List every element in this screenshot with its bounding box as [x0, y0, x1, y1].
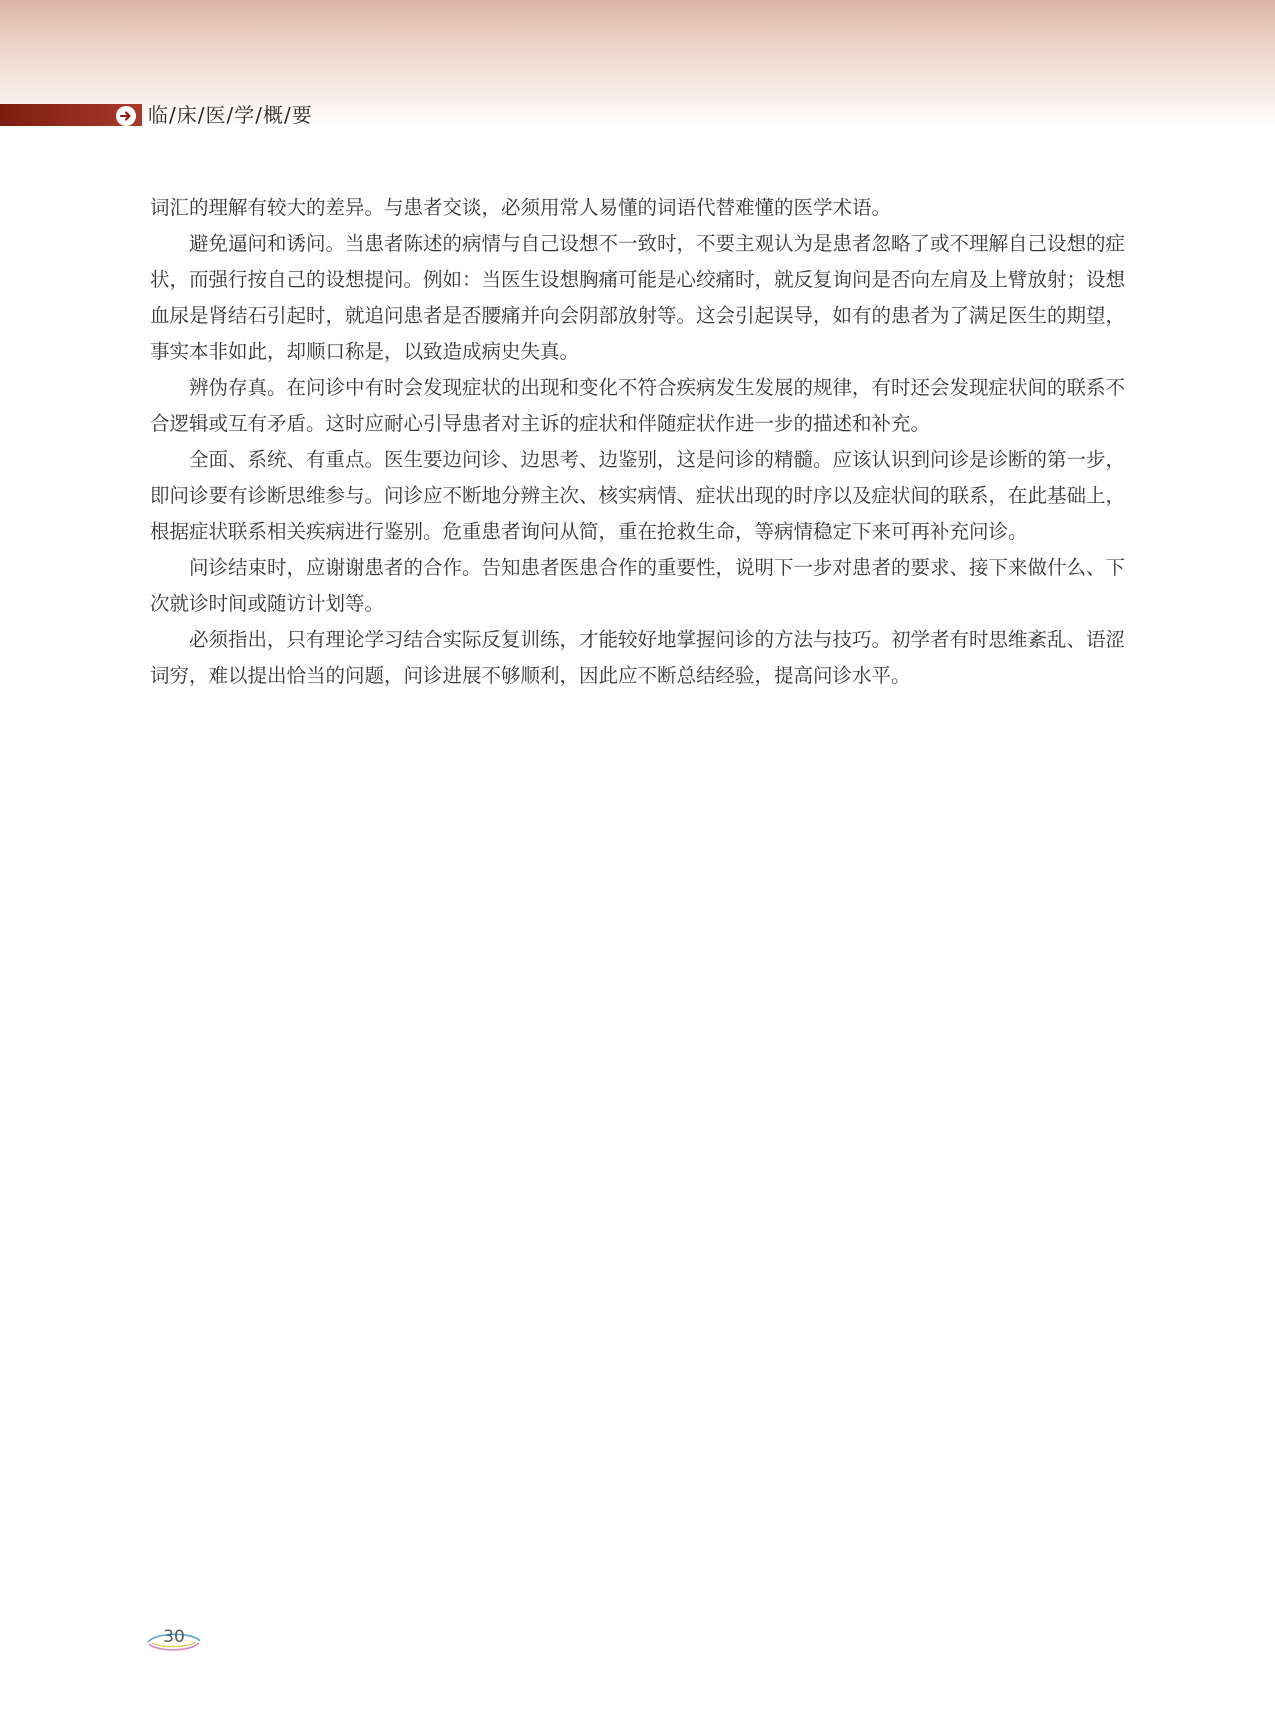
paragraph: 避免逼问和诱问。当患者陈述的病情与自己设想不一致时，不要主观认为是患者忽略了或不理解自己设想的症状，而强行按自己的设想提问。例如：当医生设想胸痛可能是心绞痛时，就反复询问是否向左肩及上臂放射；设想血尿是肾结石引起时，就追问患者是否腰痛并向会阴部放射等。这会引起误导，如有的患者为了满足医生的期望，事实本非如此，却顺口称是，以致造成病史失真。: [150, 232, 1126, 363]
body-text: [150, 190, 1125, 694]
page-number: 30: [163, 1627, 185, 1647]
paragraph: 辨伪存真。在问诊中有时会发现症状的出现和变化不符合疾病发生发展的规律，有时还会发现症状间的联系不合逻辑或互有矛盾。这时应耐心引导患者对主诉的症状和伴随症状作进一步的描述和补充。: [150, 376, 1126, 435]
page-number-badge: [146, 1626, 202, 1656]
paragraph: 词汇的理解有较大的差异。与患者交谈，必须用常人易懂的词语代替难懂的医学术语。: [150, 196, 892, 219]
book-title: 临/床/医/学/概/要: [148, 103, 313, 127]
paragraph: 全面、系统、有重点。医生要边问诊、边思考、边鉴别，这是问诊的精髓。应该认识到问诊是诊断的第一步，即问诊要有诊断思维参与。问诊应不断地分辨主次、核实病情、症状出现的时序以及症状间的联系，在此基础上，根据症状联系相关疾病进行鉴别。危重患者询问从简，重在抢救生命，等病情稳定下来可再补充问诊。: [150, 448, 1126, 543]
arrow-right-icon: [116, 106, 136, 126]
paragraph: 问诊结束时，应谢谢患者的合作。告知患者医患合作的重要性，说明下一步对患者的要求、接下来做什么、下次就诊时间或随访计划等。: [150, 556, 1126, 615]
paragraph: 必须指出，只有理论学习结合实际反复训练，才能较好地掌握问诊的方法与技巧。初学者有时思维紊乱、语涩词穷，难以提出恰当的问题，问诊进展不够顺利，因此应不断总结经验，提高问诊水平。: [150, 628, 1126, 687]
